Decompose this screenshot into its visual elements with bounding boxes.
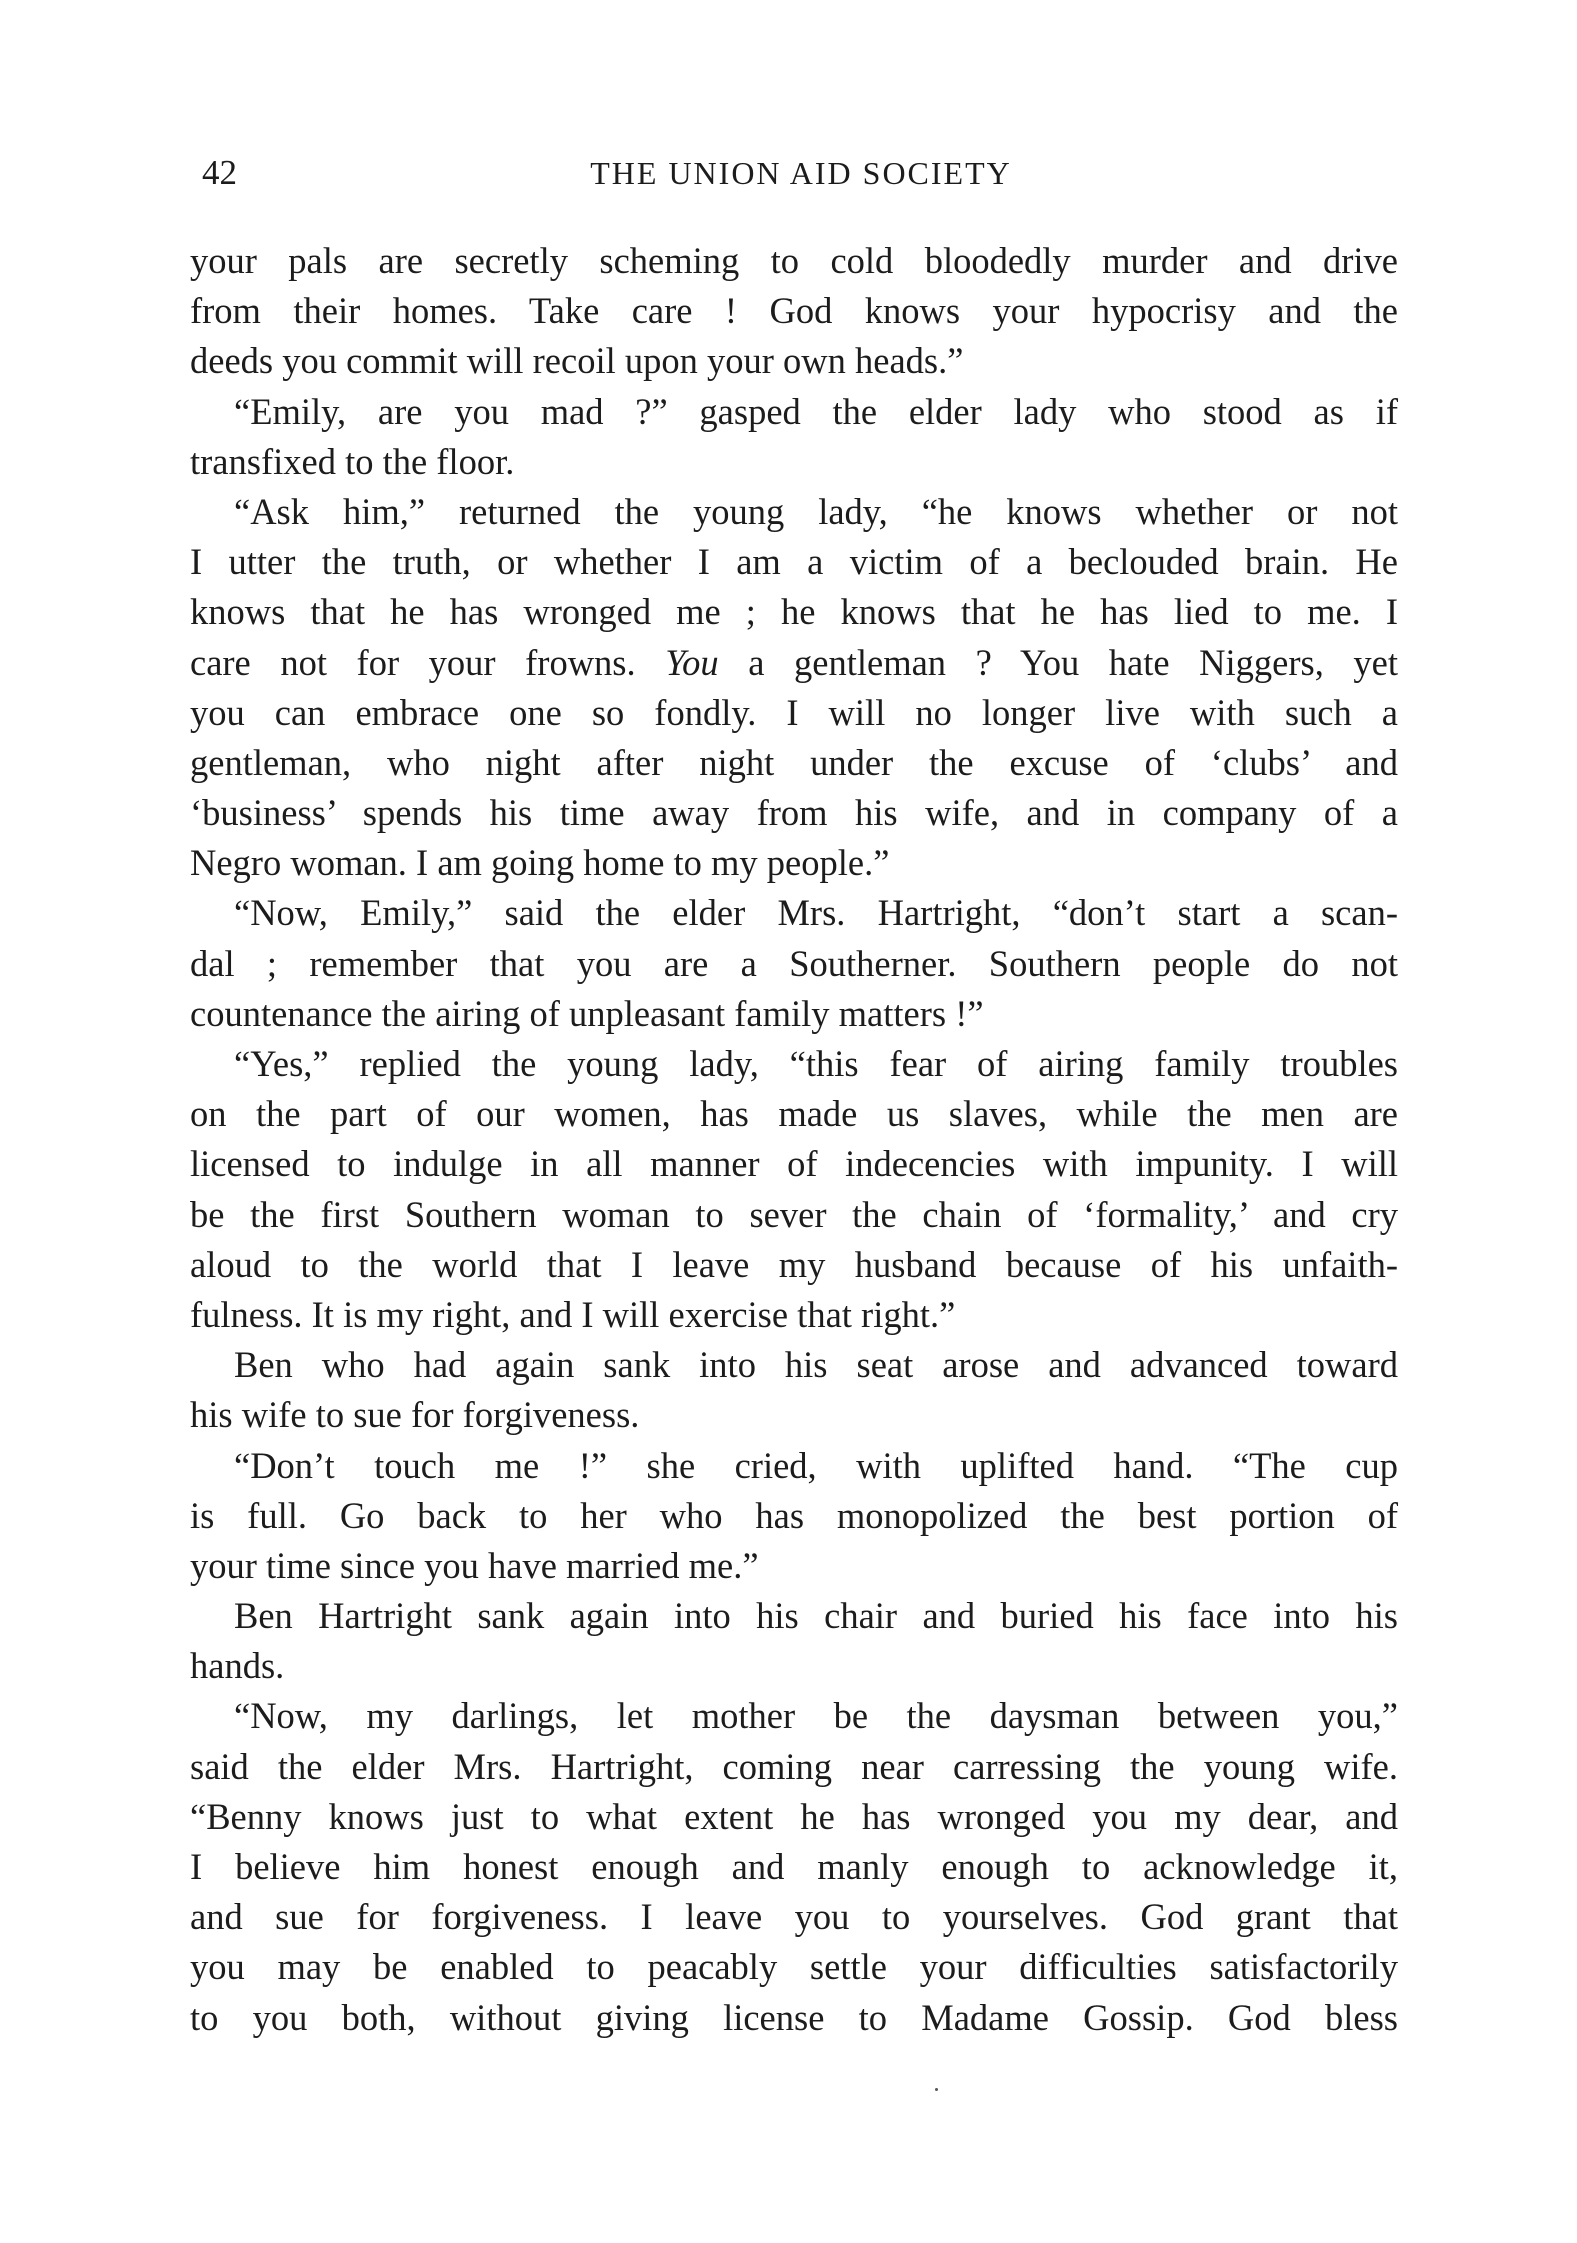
- text-line: to you both, without giving license to Madame Gossip. God bless: [190, 1996, 1398, 2038]
- text-line: gentleman, who night after night under the excuse of ‘clubs’ and: [190, 741, 1398, 783]
- text-line: said the elder Mrs. Hartright, coming near carressing the young wife.: [190, 1745, 1398, 1787]
- text-line: Ben who had again sank into his seat arose and advanced toward: [234, 1344, 1398, 1386]
- text-line: and sue for forgiveness. I leave you to yourselves. God grant that: [190, 1896, 1398, 1938]
- text-line: you can embrace one so fondly. I will no longer live with such a: [190, 691, 1398, 733]
- body-text: [190, 236, 1398, 2043]
- emphasized-word: You: [665, 641, 719, 683]
- text-line: on the part of our women, has made us slaves, while the men are: [190, 1093, 1398, 1135]
- text-line: be the first Southern woman to sever the chain of ‘formality,’ and cry: [190, 1193, 1398, 1235]
- text-line: countenance the airing of unpleasant family matters !”: [190, 992, 984, 1034]
- text-line: aloud to the world that I leave my husband because of his unfaith-: [190, 1243, 1398, 1285]
- text-line: [190, 638, 1398, 688]
- text-line: I utter the truth, or whether I am a victim of a beclouded brain. He: [190, 541, 1398, 583]
- text-line: deeds you commit will recoil upon your own heads.”: [190, 340, 964, 382]
- running-head: THE UNION AID SOCIETY: [590, 155, 1012, 191]
- text-line: ‘business’ spends his time away from his wife, and in company of a: [190, 792, 1398, 834]
- text-line: “Now, Emily,” said the elder Mrs. Hartright, “don’t start a scan-: [234, 892, 1398, 934]
- text-line: “Don’t touch me !” she cried, with uplifted hand. “The cup: [234, 1444, 1398, 1486]
- text-line: “Now, my darlings, let mother be the daysman between you,”: [234, 1695, 1398, 1737]
- text-line: fulness. It is my right, and I will exercise that right.”: [190, 1293, 956, 1335]
- text-segment: care not for your frowns.: [190, 641, 636, 683]
- text-line: “Emily, are you mad ?” gasped the elder lady who stood as if: [234, 390, 1398, 432]
- text-line: hands.: [190, 1645, 285, 1687]
- text-segment: a gentleman ? You hate Niggers, yet: [718, 641, 1399, 683]
- text-line: Ben Hartright sank again into his chair and buried his face into his: [234, 1595, 1398, 1637]
- text-line: knows that he has wronged me ; he knows that he has lied to me. I: [190, 591, 1398, 633]
- page-number: 42: [202, 153, 237, 192]
- text-line: is full. Go back to her who has monopolized the best portion of: [190, 1494, 1398, 1536]
- text-line: I believe him honest enough and manly enough to acknowledge it,: [190, 1846, 1398, 1887]
- ink-speck: [935, 2088, 938, 2091]
- text-line: your pals are secretly scheming to cold bloodedly murder and drive: [190, 240, 1398, 281]
- text-line: your time since you have married me.”: [190, 1544, 759, 1586]
- text-line: transfixed to the floor.: [190, 440, 515, 482]
- text-line: “Ask him,” returned the young lady, “he knows whether or not: [234, 490, 1398, 532]
- text-line: dal ; remember that you are a Southerner. Southern people do not: [190, 942, 1398, 984]
- text-line: “Yes,” replied the young lady, “this fear of airing family troubles: [234, 1043, 1398, 1084]
- page-header: [202, 148, 1400, 198]
- text-line: you may be enabled to peacably settle your difficulties satisfactorily: [190, 1946, 1398, 1988]
- text-line: Negro woman. I am going home to my people.”: [190, 842, 890, 884]
- text-line: “Benny knows just to what extent he has wronged you my dear, and: [190, 1795, 1398, 1837]
- text-line: licensed to indulge in all manner of indecencies with impunity. I will: [190, 1143, 1398, 1185]
- text-line: from their homes. Take care ! God knows your hypocrisy and the: [190, 290, 1398, 332]
- text-line: his wife to sue for forgiveness.: [190, 1394, 640, 1436]
